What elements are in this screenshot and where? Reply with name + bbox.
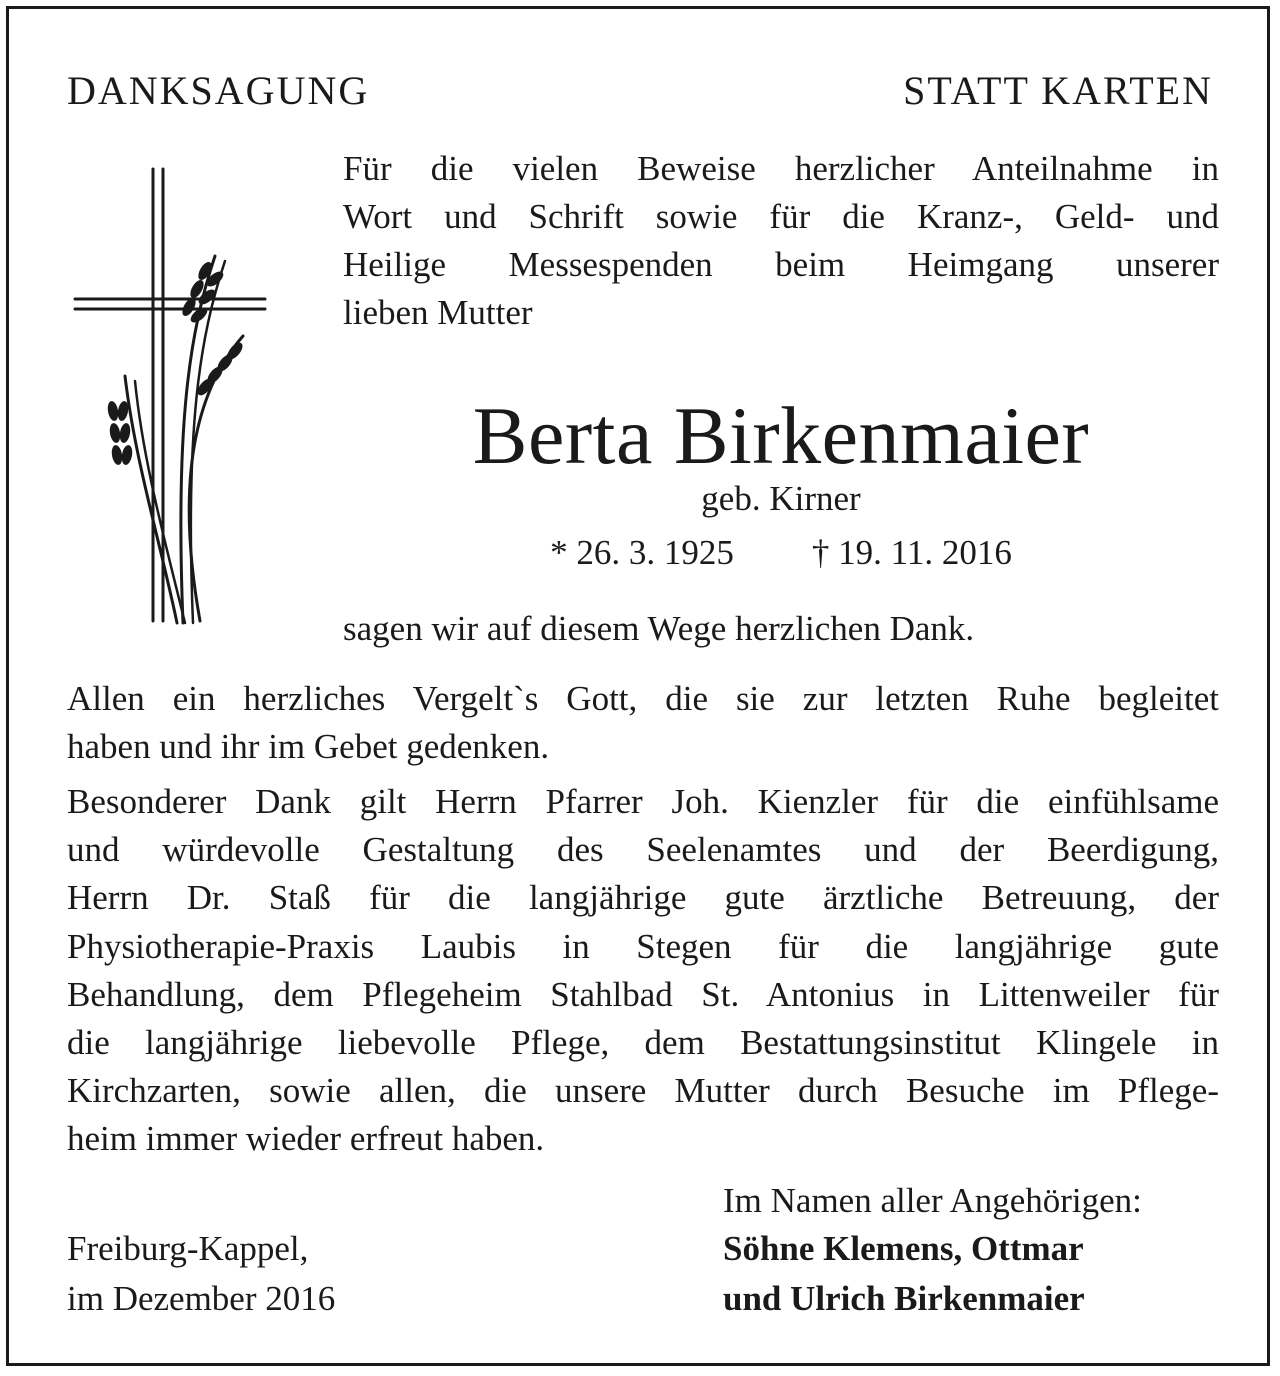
paragraph2-line-7: Kirchzarten, sowie allen, die unsere Mutter durch Besuche im Pflege- xyxy=(67,1071,1219,1110)
paragraph2-line-1: Besonderer Dank gilt Herrn Pfarrer Joh. Kienzler für die einfühlsame xyxy=(67,782,1219,821)
life-dates xyxy=(343,533,1219,573)
thanks-line: sagen wir auf diesem Wege herzlichen Dank. xyxy=(343,609,975,648)
death-date: † 19. 11. 2016 xyxy=(811,533,1012,572)
intro-line-4: lieben Mutter xyxy=(343,293,533,332)
deceased-name: Berta Birkenmaier xyxy=(472,390,1090,481)
signers-line-2: und Ulrich Birkenmaier xyxy=(723,1279,1085,1318)
paragraph1-line-1: Allen ein herzliches Vergelt`s Gott, die sie zur letzten Ruhe begleitet xyxy=(67,679,1219,718)
header-danksagung: DANKSAGUNG xyxy=(67,68,370,113)
date-line: im Dezember 2016 xyxy=(67,1279,336,1318)
on-behalf-line: Im Namen aller Angehörigen: xyxy=(723,1181,1142,1220)
paragraph1-line-2: haben und ihr im Gebet gedenken. xyxy=(67,727,550,766)
place-line: Freiburg-Kappel, xyxy=(67,1229,309,1268)
intro-line-3: Heilige Messespenden beim Heimgang unserer xyxy=(343,245,1219,284)
obituary-card xyxy=(6,6,1270,1366)
paragraph2-line-3: Herrn Dr. Staß für die langjährige gute ärztliche Betreuung, der xyxy=(67,878,1219,917)
maiden-name: geb. Kirner xyxy=(701,479,861,518)
paragraph2-line-6: die langjährige liebevolle Pflege, dem Bestattungsinstitut Klingele in xyxy=(67,1023,1219,1062)
intro-line-1: Für die vielen Beweise herzlicher Anteilnahme in xyxy=(343,149,1219,188)
cross-with-wheat-icon xyxy=(65,161,275,631)
paragraph2-line-5: Behandlung, dem Pflegeheim Stahlbad St. Antonius in Littenweiler für xyxy=(67,975,1219,1014)
signers-line-1: Söhne Klemens, Ottmar xyxy=(723,1229,1084,1268)
intro-line-2: Wort und Schrift sowie für die Kranz-, Geld- und xyxy=(343,197,1219,236)
header-statt-karten: STATT KARTEN xyxy=(903,68,1213,113)
paragraph2-line-2: und würdevolle Gestaltung des Seelenamtes und der Beerdigung, xyxy=(67,830,1219,869)
birth-date: * 26. 3. 1925 xyxy=(550,533,734,572)
paragraph2-line-4: Physiotherapie-Praxis Laubis in Stegen für die langjährige gute xyxy=(67,927,1219,966)
paragraph2-line-8: heim immer wieder erfreut haben. xyxy=(67,1119,545,1158)
